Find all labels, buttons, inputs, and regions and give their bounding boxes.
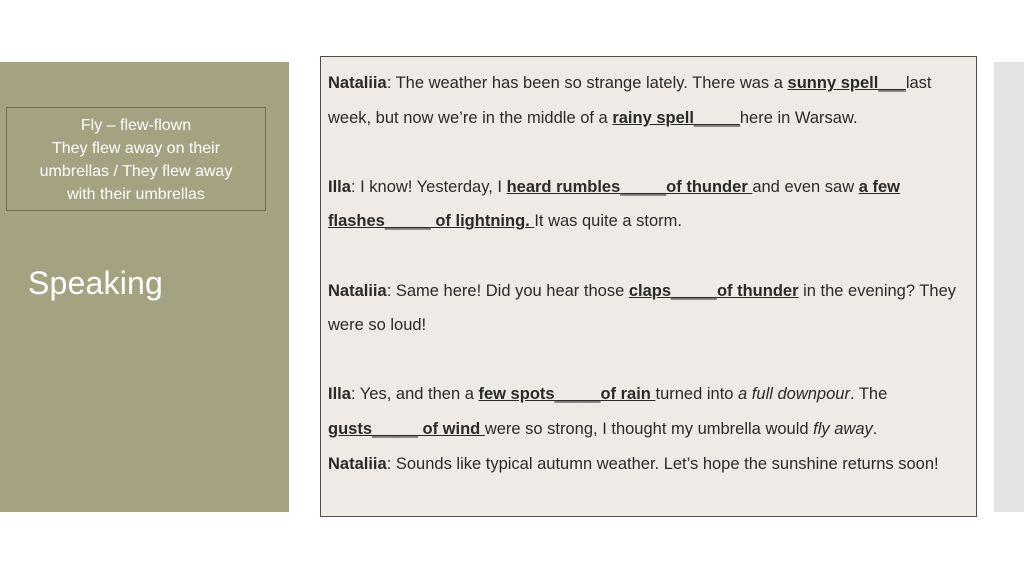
right-decorative-strip (994, 62, 1024, 512)
dialogue-turn (328, 377, 970, 446)
emphasized-phrase: fly away (813, 419, 873, 438)
speaker-name: Nataliia (328, 454, 387, 473)
vocabulary-note-box (6, 107, 266, 211)
vocabulary-term: a few flashes (328, 177, 901, 231)
note-line: They flew away on their (51, 140, 221, 157)
dialogue-text: It was quite a storm. (534, 212, 682, 231)
emphasized-phrase: a full downpour (738, 385, 850, 404)
speaker-name: Nataliia (328, 74, 387, 92)
vocabulary-term: gusts (328, 419, 373, 438)
dialogue-text: last week, but now we’re in the middle of a (328, 74, 932, 127)
dialogue-turn (328, 170, 970, 239)
dialogue-text: . (872, 419, 878, 438)
dialogue-text: here in Warsaw. (739, 108, 858, 127)
dialogue-text: turned into (655, 385, 739, 404)
dialogue-text-box (320, 56, 977, 517)
dialogue-text: : Sounds like typical autumn weather. Let’s hope the sunshine returns soon! (386, 454, 939, 473)
dialogue-text: in the evening? They were so loud! (328, 281, 956, 335)
fill-in-blank: _____ (384, 212, 431, 231)
vocabulary-term: heard rumbles (506, 177, 621, 196)
dialogue-text: : I know! Yesterday, I (350, 177, 507, 196)
vocabulary-term: of wind (417, 419, 485, 438)
paragraph-gap (328, 135, 970, 170)
note-line: umbrellas / They flew away (39, 163, 233, 180)
dialogue-text: and even saw (752, 177, 859, 196)
fill-in-blank: _____ (671, 281, 717, 300)
fill-in-blank: _____ (554, 385, 601, 404)
fill-in-blank: ___ (878, 74, 906, 92)
vocabulary-term: of thunder (716, 281, 799, 300)
vocabulary-term: claps (628, 281, 672, 300)
slide-title: Speaking (28, 265, 164, 301)
paragraph-gap (328, 239, 970, 274)
dialogue-text: . The (849, 385, 888, 404)
vocabulary-term: few spots (478, 385, 555, 404)
speaker-name: Nataliia (328, 281, 387, 300)
fill-in-blank: _____ (620, 177, 667, 196)
vocabulary-term: of lightning. (430, 212, 535, 231)
vocabulary-term: rainy spell (612, 108, 694, 127)
fill-in-blank: _____ (372, 419, 418, 438)
vocabulary-term: sunny spell (787, 74, 879, 92)
dialogue-turn (328, 66, 970, 135)
dialogue-turn (328, 447, 970, 482)
speaker-name: Illa (328, 385, 351, 404)
dialogue-text: : Yes, and then a (350, 385, 479, 404)
fill-in-blank: _____ (693, 108, 740, 127)
paragraph-gap (328, 343, 970, 378)
vocabulary-term: of rain (600, 385, 656, 404)
speaker-name: Illa (328, 177, 351, 196)
left-title-panel (0, 62, 289, 512)
dialogue-text: : The weather has been so strange lately. There was a (386, 74, 788, 92)
dialogue-turn (328, 274, 970, 343)
note-line: Fly – flew-flown (80, 117, 192, 134)
dialogue-text: : Same here! Did you hear those (386, 281, 629, 300)
dialogue-text: were so strong, I thought my umbrella would (484, 419, 814, 438)
vocabulary-term: of thunder (666, 177, 753, 196)
note-line: with their umbrellas (67, 186, 205, 203)
